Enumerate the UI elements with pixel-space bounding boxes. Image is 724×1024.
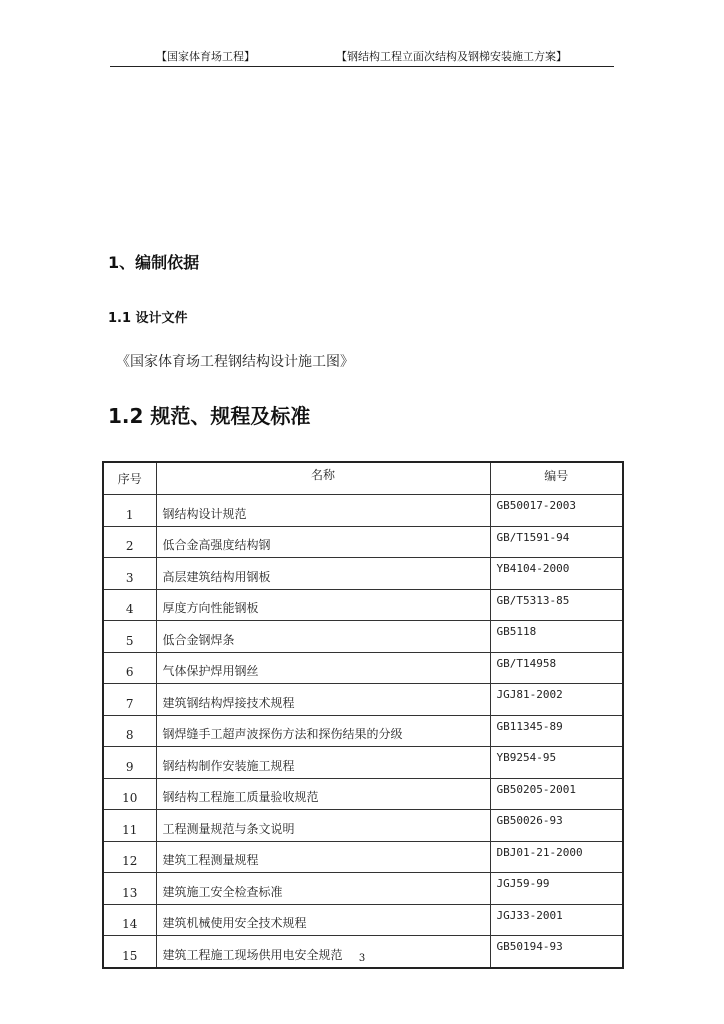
row-no: 13	[103, 873, 156, 905]
table-row	[103, 621, 623, 653]
row-code: JGJ33-2001	[490, 904, 623, 936]
row-name: 厚度方向性能钢板	[156, 589, 490, 621]
row-name: 建筑施工安全检查标准	[156, 873, 490, 905]
header-project-name: 【国家体育场工程】	[156, 50, 255, 63]
page-header	[110, 48, 614, 67]
table-row	[103, 841, 623, 873]
row-no: 6	[103, 652, 156, 684]
row-no: 7	[103, 684, 156, 716]
row-code: GB50026-93	[490, 810, 623, 842]
row-name: 钢结构工程施工质量验收规范	[156, 778, 490, 810]
design-docs-text: 《国家体育场工程钢结构设计施工图》	[116, 354, 354, 370]
row-code: DBJ01-21-2000	[490, 841, 623, 873]
row-name: 建筑钢结构焊接技术规程	[156, 684, 490, 716]
row-no: 12	[103, 841, 156, 873]
row-name: 建筑工程施工现场供用电安全规范	[156, 936, 490, 968]
standards-table	[102, 461, 624, 969]
row-code: YB4104-2000	[490, 558, 623, 590]
table-row	[103, 904, 623, 936]
row-name: 气体保护焊用钢丝	[156, 652, 490, 684]
row-code: GB50194-93	[490, 936, 623, 968]
table-row	[103, 589, 623, 621]
table-header-row	[103, 462, 623, 495]
row-no: 3	[103, 558, 156, 590]
header-name: 名称	[156, 462, 490, 495]
table-row	[103, 873, 623, 905]
row-code: YB9254-95	[490, 747, 623, 779]
row-code: GB50017-2003	[490, 495, 623, 527]
row-code: GB5118	[490, 621, 623, 653]
row-no: 11	[103, 810, 156, 842]
row-no: 2	[103, 526, 156, 558]
row-code: GB11345-89	[490, 715, 623, 747]
row-no: 10	[103, 778, 156, 810]
table-row	[103, 810, 623, 842]
row-name: 高层建筑结构用钢板	[156, 558, 490, 590]
row-code: JGJ81-2002	[490, 684, 623, 716]
row-name: 低合金钢焊条	[156, 621, 490, 653]
row-no: 9	[103, 747, 156, 779]
row-code: GB/T5313-85	[490, 589, 623, 621]
subsection-heading-design-docs: 1.1 设计文件	[108, 311, 188, 326]
page-number: 3	[358, 953, 366, 964]
table-row	[103, 684, 623, 716]
row-code: GB/T14958	[490, 652, 623, 684]
table-row	[103, 558, 623, 590]
table-row	[103, 526, 623, 558]
table-row	[103, 747, 623, 779]
row-no: 1	[103, 495, 156, 527]
row-name: 钢结构制作安装施工规程	[156, 747, 490, 779]
subsection-heading-standards: 1.2 规范、规程及标准	[108, 404, 311, 428]
row-name: 建筑机械使用安全技术规程	[156, 904, 490, 936]
header-no: 序号	[103, 462, 156, 495]
row-name: 工程测量规范与条文说明	[156, 810, 490, 842]
row-no: 5	[103, 621, 156, 653]
header-code: 编号	[490, 462, 623, 495]
table-row	[103, 778, 623, 810]
row-name: 低合金高强度结构钢	[156, 526, 490, 558]
row-code: JGJ59-99	[490, 873, 623, 905]
row-code: GB50205-2001	[490, 778, 623, 810]
table-row	[103, 715, 623, 747]
table-row	[103, 495, 623, 527]
section-heading-basis: 1、编制依据	[108, 253, 200, 272]
row-no: 8	[103, 715, 156, 747]
row-no: 15	[103, 936, 156, 968]
row-no: 14	[103, 904, 156, 936]
row-no: 4	[103, 589, 156, 621]
table-row	[103, 652, 623, 684]
row-name: 钢焊缝手工超声波探伤方法和探伤结果的分级	[156, 715, 490, 747]
row-name: 钢结构设计规范	[156, 495, 490, 527]
row-name: 建筑工程测量规程	[156, 841, 490, 873]
row-code: GB/T1591-94	[490, 526, 623, 558]
header-document-title: 【钢结构工程立面次结构及钢梯安装施工方案】	[336, 50, 567, 63]
